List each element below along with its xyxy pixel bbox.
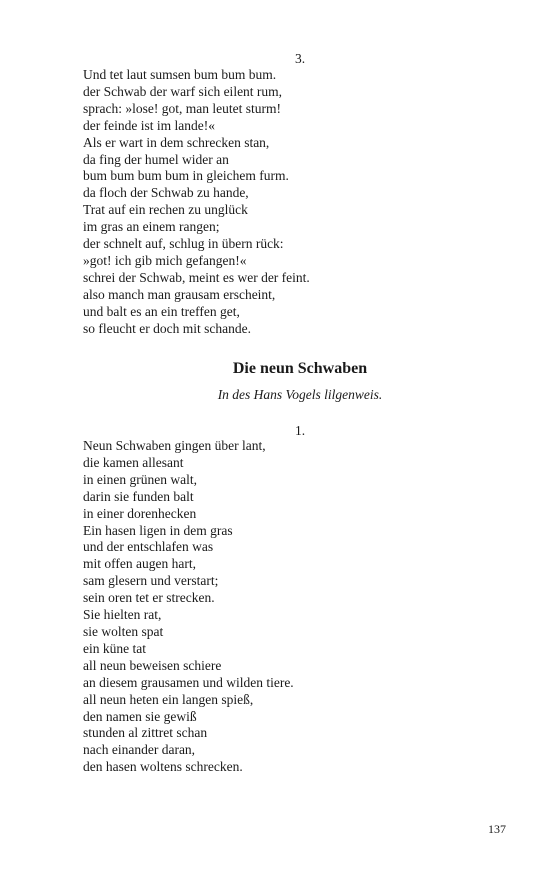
verse-line: da fing der humel wider an [83, 151, 229, 167]
verse-line: sam glesern und verstart; [83, 573, 219, 589]
verse-line: den namen sie gewiß [83, 708, 197, 724]
poem-subtitle: In des Hans Vogels lilgenweis. [217, 387, 383, 402]
verse-line: Neun Schwaben gingen über lant, [83, 438, 266, 453]
verse-line: Als er wart in dem schrecken stan, [83, 134, 270, 150]
verse-line: der Schwab der warf sich eilent rum, [83, 83, 283, 99]
verse-line: der feinde ist im lande!« [83, 117, 215, 133]
verse-line: so fleucht er doch mit schande. [83, 320, 251, 336]
stanza-3 [83, 67, 503, 338]
verse-line: an diesem grausamen und wilden tiere. [83, 674, 294, 690]
verse-line: stunden al zittret schan [83, 725, 208, 741]
verse-line: all neun beweisen schiere [83, 657, 222, 673]
verse-line: den hasen woltens schrecken. [83, 759, 243, 775]
verse-line: und der entschlafen was [83, 539, 214, 555]
verse-line: sie wolten spat [83, 623, 164, 639]
verse-line: bum bum bum bum in gleichem furm. [83, 168, 289, 184]
verse-line: schrei der Schwab, meint es wer der feint. [83, 269, 310, 285]
verse-line: darin sie funden balt [83, 488, 194, 504]
verse-line: also manch man grausam erscheint, [83, 286, 276, 302]
verse-line: nach einander daran, [83, 742, 196, 758]
verse-line: all neun heten ein langen spieß, [83, 691, 254, 707]
verse-line: ein küne tat [83, 640, 146, 656]
verse-line: sein oren tet er strecken. [83, 590, 215, 606]
verse-line: Ein hasen ligen in dem gras [83, 522, 233, 538]
stanza-1 [83, 438, 503, 776]
stanza-number-3: 3. [294, 51, 306, 66]
page-number: 137 [488, 822, 506, 836]
verse-line: der schnelt auf, schlug in übern rück: [83, 236, 284, 252]
verse-line: in einer dorenhecken [83, 505, 197, 521]
verse-line: mit offen augen hart, [83, 556, 196, 572]
verse-line: und balt es an ein treffen get, [83, 303, 240, 319]
poem-title: Die neun Schwaben [232, 360, 368, 377]
verse-line: da floch der Schwab zu hande, [83, 185, 249, 201]
verse-line: die kamen allesant [83, 454, 184, 470]
verse-line: Sie hielten rat, [83, 607, 162, 623]
verse-line: im gras an einem rangen; [83, 219, 220, 235]
verse-line: Trat auf ein rechen zu unglück [83, 202, 248, 218]
verse-line: in einen grünen walt, [83, 471, 197, 487]
verse-line: sprach: »lose! got, man leutet sturm! [83, 100, 281, 116]
verse-line: Und tet laut sumsen bum bum bum. [83, 67, 277, 82]
verse-line: »got! ich gib mich gefangen!« [83, 252, 247, 268]
stanza-number-1: 1. [294, 423, 306, 438]
